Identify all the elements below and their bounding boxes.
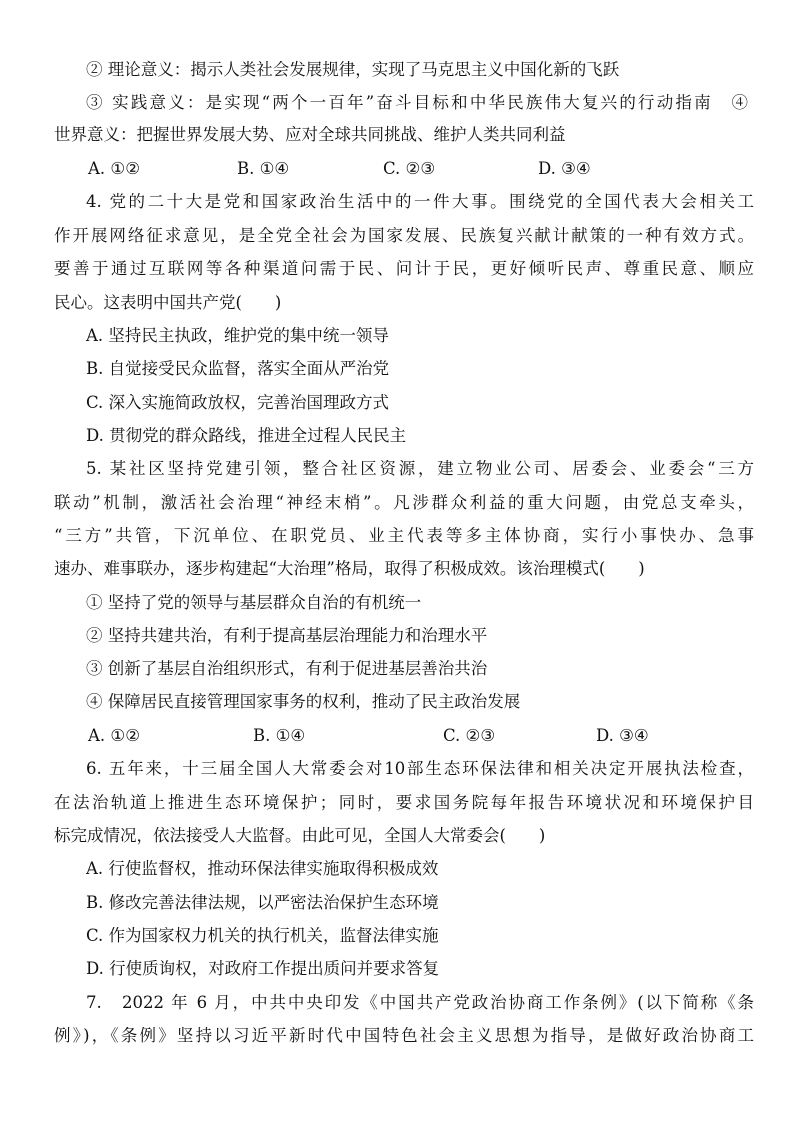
q4-option-d: D. 贯彻党的群众路线，推进全过程人民民主 xyxy=(86,426,407,445)
q3-item-3: ③ 实践意义：是实现“两个一百年”奋斗目标和中华民族伟大复兴的行动指南 ④ xyxy=(86,93,748,112)
q6-stem-line-1: 6. 五年来，十三届全国人大常委会对10部生态环保法律和相关决定开展执法检查， xyxy=(86,759,754,778)
q6-option-c: C. 作为国家权力机关的执行机关，监督法律实施 xyxy=(86,926,439,945)
q5-stem-line-1: 5. 某社区坚持党建引领，整合社区资源，建立物业公司、居委会、业委会“三方 xyxy=(86,459,754,478)
q5-stem-line-2: 联动”机制，激活社会治理“神经末梢”。凡涉群众利益的重大问题，由党总支牵头， xyxy=(54,493,754,512)
q6-stem-line-3: 标完成情况，依法接受人大监督。由此可见，全国人大常委会( ) xyxy=(54,826,546,845)
q6-option-d: D. 行使质询权，对政府工作提出质问并要求答复 xyxy=(86,959,440,978)
q3-option-b: B. ①④ xyxy=(237,159,290,178)
q4-option-a: A. 坚持民主执政，维护党的集中统一领导 xyxy=(86,326,389,345)
q3-option-d: D. ③④ xyxy=(538,159,591,178)
q5-item-1: ① 坚持了党的领导与基层群众自治的有机统一 xyxy=(86,593,422,612)
q5-option-b: B. ①④ xyxy=(253,726,306,745)
q4-stem-line-3: 要善于通过互联网等各种渠道问需于民、问计于民，更好倾听民声、尊重民意、顺应 xyxy=(54,259,754,278)
q7-stem-line-1: 7. 2022 年 6 月，中共中央印发《中国共产党政治协商工作条例》(以下简称《条 xyxy=(86,993,754,1012)
q3-item-2: ② 理论意义：揭示人类社会发展规律，实现了马克思主义中国化新的飞跃 xyxy=(86,60,620,79)
q5-stem-line-4: 速办、难事联办，逐步构建起“大治理”格局，取得了积极成效。该治理模式( ) xyxy=(54,559,645,578)
q5-item-3: ③ 创新了基层自治组织形式，有利于促进基层善治共治 xyxy=(86,659,488,678)
q4-stem-line-2: 作开展网络征求意见，是全党全社会为国家发展、民族复兴献计献策的一种有效方式。 xyxy=(54,226,754,245)
q3-option-c: C. ②③ xyxy=(383,159,436,178)
q5-option-a: A. ①② xyxy=(88,726,140,745)
q6-stem-line-2: 在法治轨道上推进生态环境保护；同时，要求国务院每年报告环境状况和环境保护目 xyxy=(54,793,754,812)
q4-option-c: C. 深入实施简政放权，完善治国理政方式 xyxy=(86,393,390,412)
q5-option-d: D. ③④ xyxy=(596,726,649,745)
q3-option-a: A. ①② xyxy=(88,159,140,178)
q4-stem-line-4: 民心。这表明中国共产党( ) xyxy=(54,293,282,312)
q7-stem-line-2: 例》)，《条例》坚持以习近平新时代中国特色社会主义思想为指导，是做好政治协商工 xyxy=(54,1026,754,1045)
q4-stem-line-1: 4. 党的二十大是党和国家政治生活中的一件大事。围绕党的全国代表大会相关工 xyxy=(86,192,754,211)
q6-option-a: A. 行使监督权，推动环保法律实施取得积极成效 xyxy=(86,859,439,878)
q5-option-c: C. ②③ xyxy=(443,726,496,745)
q4-option-b: B. 自觉接受民众监督，落实全面从严治党 xyxy=(86,359,390,378)
q5-stem-line-3: “三方”共管，下沉单位、在职党员、业主代表等多主体协商，实行小事快办、急事 xyxy=(54,526,754,545)
q3-item-4: 世界意义：把握世界发展大势、应对全球共同挑战、维护人类共同利益 xyxy=(54,125,566,144)
q5-item-4: ④ 保障居民直接管理国家事务的权利，推动了民主政治发展 xyxy=(86,692,521,711)
q6-option-b: B. 修改完善法律法规，以严密法治保护生态环境 xyxy=(86,893,439,912)
q5-item-2: ② 坚持共建共治，有利于提高基层治理能力和治理水平 xyxy=(86,626,488,645)
